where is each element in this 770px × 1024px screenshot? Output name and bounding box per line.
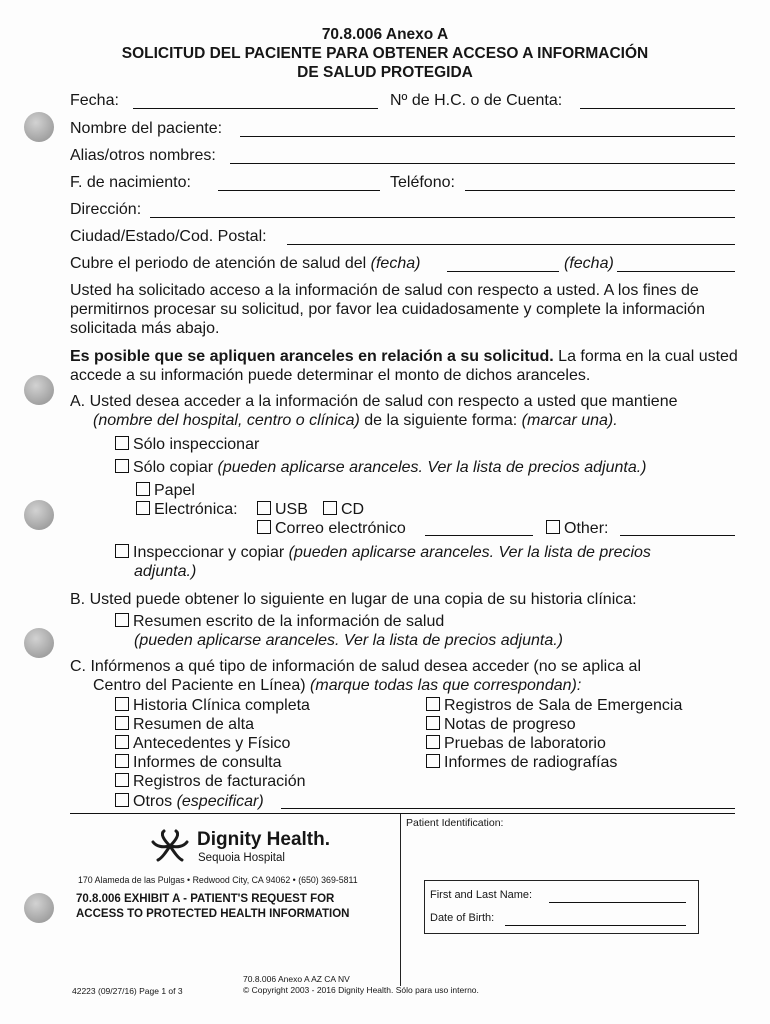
exhibit-line1: 70.8.006 EXHIBIT A - PATIENT'S REQUEST FOR — [76, 893, 335, 905]
option-copiar-note: (pueden aplicarse aranceles. Ver la lista de precios adjunta.) — [217, 459, 647, 476]
section-c-line1: C. Infórmenos a qué tipo de información de salud desea acceder (no se aplica al — [70, 658, 642, 675]
hc-label: Nº de H.C. o de Cuenta: — [390, 92, 563, 109]
intro-paragraph: Usted ha solicitado acceso a la información de salud con respecto a usted. A los fines de permitirnos procesar su solicitud, por favor lea cuidadosamente y complete la información solicitada más abajo. — [70, 282, 705, 337]
c-option-emergencia[interactable] — [426, 696, 682, 715]
c-option-label: Informes de consulta — [133, 754, 282, 771]
c-option-antecedentes[interactable] — [115, 734, 290, 753]
checkbox[interactable] — [257, 520, 271, 534]
c-otros-especificar: (especificar) — [176, 793, 264, 810]
brand-name: Dignity Health. — [197, 829, 331, 850]
option-electronica[interactable] — [136, 500, 238, 519]
option-cd-label: CD — [341, 501, 365, 518]
punch-hole — [24, 500, 54, 530]
option-inspeccionar[interactable] — [115, 435, 259, 454]
footer-divider — [70, 813, 735, 814]
section-c-text2: Centro del Paciente en Línea) — [93, 677, 311, 694]
fees-rest: La forma en la cual usted accede a su información puede determinar el monto de dichos aranceles. — [70, 348, 738, 384]
option-usb[interactable] — [257, 500, 308, 519]
c-option-historia[interactable] — [115, 696, 310, 715]
exhibit-line2: ACCESS TO PROTECTED HEALTH INFORMATION — [76, 908, 350, 920]
first-last-label: First and Last Name: — [430, 889, 533, 901]
nombre-field[interactable] — [240, 136, 735, 137]
checkbox[interactable] — [115, 735, 129, 749]
direccion-field[interactable] — [150, 217, 735, 218]
periodo-label — [70, 254, 420, 273]
checkbox[interactable] — [115, 716, 129, 730]
checkbox[interactable] — [115, 459, 129, 473]
form-title-line1: SOLICITUD DEL PACIENTE PARA OBTENER ACCESO A INFORMACIÓN — [121, 45, 649, 62]
c-option-resumen-alta[interactable] — [115, 715, 254, 734]
correo-field[interactable] — [425, 535, 533, 536]
checkbox[interactable] — [115, 793, 129, 807]
form-number: 70.8.006 Anexo A — [321, 26, 449, 43]
checkbox[interactable] — [136, 482, 150, 496]
fecha-desde-field[interactable] — [447, 271, 559, 272]
c-option-consulta[interactable] — [115, 753, 282, 772]
option-papel-label: Papel — [154, 482, 195, 499]
option-cd[interactable] — [323, 500, 364, 519]
option-inspeccionar-copiar[interactable] — [115, 543, 651, 562]
option-ambos-note2: adjunta.) — [134, 563, 197, 580]
c-option-label: Pruebas de laboratorio — [444, 735, 606, 752]
telefono-label: Teléfono: — [390, 174, 455, 191]
option-other-label: Other: — [564, 520, 609, 537]
c-option-label: Historia Clínica completa — [133, 697, 310, 714]
option-inspeccionar-label: Sólo inspeccionar — [133, 436, 260, 453]
fecha-hasta-field[interactable] — [617, 271, 735, 272]
section-c-marque: (marque todas las que correspondan): — [310, 677, 582, 694]
option-resumen-label: Resumen escrito de la información de salud — [133, 613, 445, 630]
nacimiento-label: F. de nacimiento: — [70, 174, 191, 191]
dob-field[interactable] — [505, 925, 686, 926]
fecha-field[interactable] — [133, 108, 378, 109]
hospital-address: 170 Alameda de las Pulgas • Redwood City, CA 94062 • (650) 369-5811 — [78, 875, 358, 885]
option-usb-label: USB — [275, 501, 308, 518]
c-option-progreso[interactable] — [426, 715, 576, 734]
option-electronica-label: Electrónica: — [154, 501, 238, 518]
form-title-line2: DE SALUD PROTEGIDA — [297, 64, 473, 81]
c-option-label: Resumen de alta — [133, 716, 254, 733]
fecha-desde-label: (fecha) — [370, 255, 421, 272]
dignity-health-logo — [150, 828, 200, 868]
option-copiar-label: Sólo copiar — [133, 459, 218, 476]
checkbox[interactable] — [115, 613, 129, 627]
section-a-rest: de la siguiente forma: — [359, 412, 522, 429]
c-option-label: Registros de Sala de Emergencia — [444, 697, 683, 714]
checkbox[interactable] — [426, 754, 440, 768]
page-info: 42223 (09/27/16) Page 1 of 3 — [72, 986, 183, 996]
nombre-label: Nombre del paciente: — [70, 120, 223, 137]
c-option-facturacion[interactable] — [115, 772, 306, 791]
first-last-field[interactable] — [549, 902, 686, 903]
punch-hole — [24, 628, 54, 658]
section-b-text: B. Usted puede obtener lo siguiente en lugar de una copia de su historia clínica: — [70, 591, 637, 608]
dob-label: Date of Birth: — [430, 912, 495, 924]
direccion-label: Dirección: — [70, 201, 142, 218]
c-option-radiografias[interactable] — [426, 753, 617, 772]
checkbox[interactable] — [115, 436, 129, 450]
checkbox[interactable] — [426, 735, 440, 749]
footer-vertical-divider — [400, 814, 401, 986]
option-copiar[interactable] — [115, 458, 646, 477]
checkbox[interactable] — [426, 697, 440, 711]
fecha-label: Fecha: — [70, 92, 119, 109]
section-a-line1: A. Usted desea acceder a la información de salud con respecto a usted que mantiene — [70, 393, 678, 410]
punch-hole — [24, 893, 54, 923]
fecha-hasta-label: (fecha) — [564, 255, 614, 272]
hc-field[interactable] — [580, 108, 735, 109]
checkbox[interactable] — [115, 773, 129, 787]
section-a-line2 — [93, 411, 618, 430]
checkbox[interactable] — [426, 716, 440, 730]
checkbox[interactable] — [115, 754, 129, 768]
section-a-marcar: (marcar una). — [521, 412, 618, 429]
checkbox[interactable] — [323, 501, 337, 515]
section-b-note: (pueden aplicarse aranceles. Ver la lista de precios adjunta.) — [134, 632, 563, 649]
c-option-laboratorio[interactable] — [426, 734, 606, 753]
checkbox[interactable] — [136, 501, 150, 515]
checkbox[interactable] — [115, 697, 129, 711]
annex-code: 70.8.006 Anexo A AZ CA NV — [243, 974, 350, 984]
hospital-name: Sequoia Hospital — [198, 852, 285, 864]
punch-hole — [24, 375, 54, 405]
checkbox[interactable] — [257, 501, 271, 515]
nacimiento-field[interactable] — [218, 190, 380, 191]
ciudad-field[interactable] — [287, 244, 735, 245]
c-option-label: Notas de progreso — [444, 716, 576, 733]
periodo-prefix: Cubre el periodo de atención de salud del — [70, 255, 371, 272]
checkbox[interactable] — [115, 544, 129, 558]
section-c-line2 — [93, 676, 581, 695]
copyright: © Copyright 2003 - 2016 Dignity Health. Sólo para uso interno. — [243, 985, 479, 995]
option-papel[interactable] — [136, 481, 195, 500]
otros-field[interactable] — [281, 808, 735, 809]
option-correo[interactable] — [257, 519, 406, 538]
c-option-label: Antecedentes y Físico — [133, 735, 291, 752]
ciudad-label: Ciudad/Estado/Cod. Postal: — [70, 228, 267, 245]
c-option-label: Informes de radiografías — [444, 754, 618, 771]
other-field[interactable] — [620, 535, 735, 536]
checkbox[interactable] — [546, 520, 560, 534]
telefono-field[interactable] — [465, 190, 735, 191]
option-resumen[interactable] — [115, 612, 444, 631]
patient-id-label: Patient Identification: — [406, 817, 504, 829]
fees-paragraph — [70, 347, 738, 385]
punch-hole — [24, 112, 54, 142]
fees-bold: Es posible que se apliquen aranceles en relación a su solicitud. — [70, 348, 554, 365]
option-other[interactable] — [546, 519, 608, 538]
option-correo-label: Correo electrónico — [275, 520, 406, 537]
c-option-otros[interactable] — [115, 792, 264, 811]
option-ambos-note: (pueden aplicarse aranceles. Ver la lista de precios — [288, 544, 651, 561]
alias-label: Alias/otros nombres: — [70, 147, 216, 164]
option-ambos-label: Inspeccionar y copiar — [133, 544, 289, 561]
c-otros-label: Otros — [133, 793, 177, 810]
c-option-label: Registros de facturación — [133, 773, 306, 790]
dignity-logo-icon — [150, 828, 190, 864]
section-a-hospital: (nombre del hospital, centro o clínica) — [93, 412, 360, 429]
alias-field[interactable] — [230, 163, 735, 164]
